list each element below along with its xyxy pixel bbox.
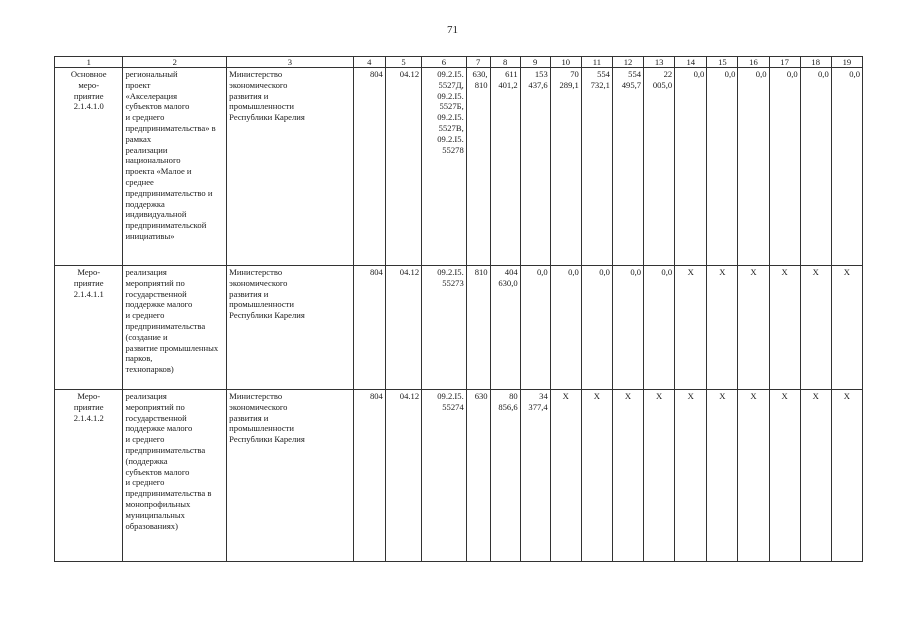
column-number: 13 (644, 57, 675, 68)
measure-name-cell: региональный проект «Акселерация субъектов малого и среднего предпринимательства» в рамках реализации национального проекта «Малое и среднее предпринимательство и поддержка индивидуальной предпринимательской инициативы» (123, 68, 227, 266)
expense-type-cell: 630 (466, 390, 490, 562)
amount-cell: X (675, 266, 707, 390)
column-number: 8 (490, 57, 520, 68)
amount-cell: X (800, 390, 831, 562)
amount-cell: 0,0 (831, 68, 862, 266)
column-number: 16 (738, 57, 769, 68)
expense-type-cell: 810 (466, 266, 490, 390)
amount-cell: X (738, 390, 769, 562)
measure-code-cell: Меро- приятие 2.1.4.1.2 (55, 390, 123, 562)
column-number: 4 (353, 57, 385, 68)
page-number: 71 (447, 24, 458, 36)
amount-cell: 0,0 (707, 68, 738, 266)
section-code-cell: 04.12 (385, 390, 421, 562)
amount-cell: 0,0 (769, 68, 800, 266)
measure-code-cell: Основное меро- приятие 2.1.4.1.0 (55, 68, 123, 266)
column-number: 19 (831, 57, 862, 68)
amount-cell: 70 289,1 (550, 68, 581, 266)
amount-cell: X (644, 390, 675, 562)
amount-cell: 0,0 (612, 266, 643, 390)
column-number: 11 (581, 57, 612, 68)
measure-name-cell: реализация мероприятий по государственной поддержке малого и среднего предпринимательства (поддержка субъектов малого и среднего предпринимательства в монопрофильных муниципальных образованиях) (123, 390, 227, 562)
amount-cell: 0,0 (520, 266, 550, 390)
amount-cell: X (831, 266, 862, 390)
column-number: 6 (422, 57, 467, 68)
amount-cell: 80 856,6 (490, 390, 520, 562)
amount-cell: X (769, 390, 800, 562)
table-row (55, 68, 863, 266)
column-number: 14 (675, 57, 707, 68)
column-number: 2 (123, 57, 227, 68)
target-article-cell: 09.2.I5. 5527Д, 09.2.I5. 5527Б, 09.2.I5. 5527В, 09.2.I5. 55278 (422, 68, 467, 266)
column-number: 5 (385, 57, 421, 68)
column-number: 12 (612, 57, 643, 68)
amount-cell: X (581, 390, 612, 562)
column-number: 1 (55, 57, 123, 68)
column-number: 7 (466, 57, 490, 68)
amount-cell: 0,0 (675, 68, 707, 266)
executor-cell: Министерство экономического развития и промышленности Республики Карелия (227, 68, 354, 266)
column-number: 15 (707, 57, 738, 68)
amount-cell: 0,0 (550, 266, 581, 390)
budget-table (54, 56, 863, 562)
grbs-code-cell: 804 (353, 390, 385, 562)
column-number: 18 (800, 57, 831, 68)
amount-cell: X (612, 390, 643, 562)
table-row (55, 390, 863, 562)
column-number: 10 (550, 57, 581, 68)
amount-cell: 0,0 (644, 266, 675, 390)
grbs-code-cell: 804 (353, 68, 385, 266)
amount-cell: 22 005,0 (644, 68, 675, 266)
measure-code-cell: Меро- приятие 2.1.4.1.1 (55, 266, 123, 390)
section-code-cell: 04.12 (385, 68, 421, 266)
amount-cell: X (800, 266, 831, 390)
amount-cell: 153 437,6 (520, 68, 550, 266)
column-number: 9 (520, 57, 550, 68)
amount-cell: 404 630,0 (490, 266, 520, 390)
target-article-cell: 09.2.I5. 55274 (422, 390, 467, 562)
amount-cell: X (707, 266, 738, 390)
amount-cell: 611 401,2 (490, 68, 520, 266)
amount-cell: 554 495,7 (612, 68, 643, 266)
grbs-code-cell: 804 (353, 266, 385, 390)
column-number-header (55, 57, 863, 68)
executor-cell: Министерство экономического развития и промышленности Республики Карелия (227, 390, 354, 562)
amount-cell: 0,0 (581, 266, 612, 390)
header-row (55, 57, 863, 68)
amount-cell: 34 377,4 (520, 390, 550, 562)
column-number: 17 (769, 57, 800, 68)
expense-type-cell: 630, 810 (466, 68, 490, 266)
amount-cell: X (675, 390, 707, 562)
table-row (55, 266, 863, 390)
amount-cell: X (769, 266, 800, 390)
amount-cell: X (707, 390, 738, 562)
target-article-cell: 09.2.I5. 55273 (422, 266, 467, 390)
column-number: 3 (227, 57, 354, 68)
amount-cell: 0,0 (800, 68, 831, 266)
amount-cell: 0,0 (738, 68, 769, 266)
amount-cell: X (550, 390, 581, 562)
amount-cell: 554 732,1 (581, 68, 612, 266)
amount-cell: X (738, 266, 769, 390)
executor-cell: Министерство экономического развития и промышленности Республики Карелия (227, 266, 354, 390)
amount-cell: X (831, 390, 862, 562)
section-code-cell: 04.12 (385, 266, 421, 390)
measure-name-cell: реализация мероприятий по государственной поддержке малого и среднего предпринимательства (создание и развитие промышленных парков, технопарков) (123, 266, 227, 390)
